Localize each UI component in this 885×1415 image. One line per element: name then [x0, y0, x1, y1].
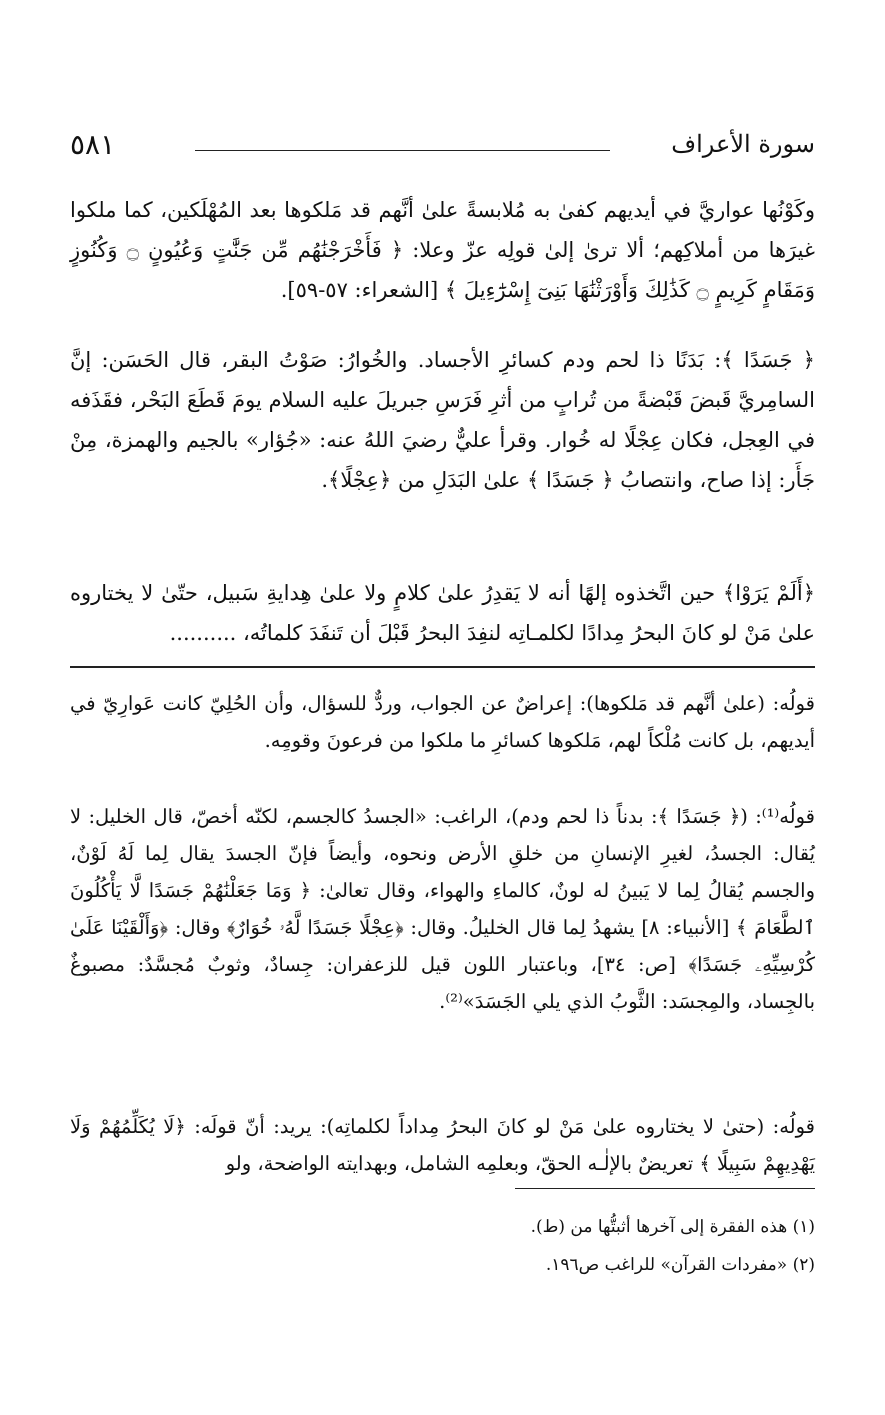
commentary-paragraph-3: قولُه: (حتىٰ لا يختاروه علىٰ مَنْ لو كانَ البحرُ مِداداً لكلماتِه): يريد: أنّ قولَه: ﴿لَا يُكَلِّمُهُمْ وَلَا يَهْدِيهِمْ سَبِيلًا ﴾ تعريضٌ بالإلٰـه الحقّ، وبعلمِه الشامل، وبهدايته الواضحة، ولو: [70, 1115, 815, 1175]
surah-title: سورة الأعراف: [671, 130, 815, 158]
main-paragraph-2: ﴿ جَسَدًا ﴾: بَدَنًا ذا لحم ودم كسائرِ الأجساد. والخُوارُ: صَوْتُ البقر، قال الحَسَن: إنَّ السامِريَّ قَبضَ قَبْضةً من تُرابٍ من أثرِ فَرَسِ جبريلَ عليه السلام يومَ قَطَعَ البَحْر، فقَذَفه في العِجل، فكان عِجْلًا له خُوار. وقرأ عليٌّ رضيَ اللهُ عنه: «جُؤار» بالجيم والهمزة، مِنْ جَأَر: إذا صاح، وانتصابُ ﴿ جَسَدًا ﴾ علىٰ البَدَلِ من ﴿عِجْلًا﴾.: [70, 348, 815, 492]
main-paragraph-1: وكَوْنُها عواريَّ في أيديهم كفىٰ به مُلابسةً علىٰ أنَّهم قد مَلكوها بعد المُهْلَكين، كما ملكوا غيرَها من أملاكِهم؛ ألا ترىٰ إلىٰ قولِه عزّ وعلا: ﴿ فَأَخْرَجْنَٰهُم مِّن جَنَّٰتٍ وَعُيُونٍ ۝ وَكُنُوزٍ وَمَقَامٍ كَرِيمٍ ۝ كَذَٰلِكَ وَأَوْرَثْنَٰهَا بَنِىٓ إِسْرَٰٓءِيلَ ﴾ [الشعراء: ٥٧-٥٩].: [70, 198, 815, 302]
commentary-paragraph-2: قولُه⁽¹⁾: (﴿ جَسَدًا ﴾: بدناً ذا لحم ودم)، الراغب: «الجسدُ كالجسم، لكنّه أخصّ، قال الخليل: لا يُقال: الجسدُ، لغيرِ الإنسانِ من خلقِ الأرض ونحوه، وأيضاً فإنّ الجسدَ يقال لِما لَهُ لَوْنٌ، والجسم يُقالُ لِما لا يَبينُ له لونٌ، كالماءِ والهواء، وقال تعالىٰ: ﴿ وَمَا جَعَلْنَٰهُمْ جَسَدًا لَّا يَأْكُلُونَ ٱلطَّعَامَ ﴾ [الأنبياء: ٨] يشهدُ لِما قال الخليلُ. وقال: ﴿عِجْلًا جَسَدًا لَّهُۥ خُوَارٌ﴾ وقال: ﴿وَأَلْقَيْنَا عَلَىٰ كُرْسِيِّهِۦ جَسَدًا﴾ [ص: ٣٤]، وباعتبار اللون قيل للزعفران: جِسادٌ، وثوبٌ مُجسَّدٌ: مصبوغٌ بالجِساد، والمِجسَد: الثَّوبُ الذي يلي الجَسَدَ»⁽²⁾.: [70, 805, 815, 1013]
main-paragraph-3: ﴿أَلَمْ يَرَوْا﴾ حين اتَّخذوه إلهًا أنه لا يَقدِرُ علىٰ كلامٍ ولا علىٰ هِدايةِ سَبيل، حتّىٰ لا يختاروه علىٰ مَنْ لو كانَ البحرُ مِدادًا لكلمـاتِه لنفِدَ البحرُ قَبْلَ أن تَنفَدَ كلماتُه، ..........: [70, 581, 815, 645]
footnote-rule: [515, 1188, 815, 1189]
footnote-2: (٢) «مفردات القرآن» للراغب ص١٩٦.: [545, 1255, 815, 1275]
header-rule: [195, 150, 610, 151]
text-commentary-divider: [70, 666, 815, 668]
commentary-paragraph-1: قولُه: (علىٰ أنَّهم قد مَلكوها): إعراضٌ عن الجواب، وردٌّ للسؤال، وأن الحُلِيّ كانت عَوارِيّ في أيديهم، بل كانت مُلْكاً لهم، مَلكوها كسائرِ ما ملكوا من فرعونَ وقومِه.: [70, 692, 815, 752]
running-header: [70, 128, 815, 168]
page-number: ٥٨١: [70, 128, 116, 161]
footnote-1: (١) هذه الفقرة إلى آخرها أثبتُّها من (ط).: [530, 1217, 815, 1237]
